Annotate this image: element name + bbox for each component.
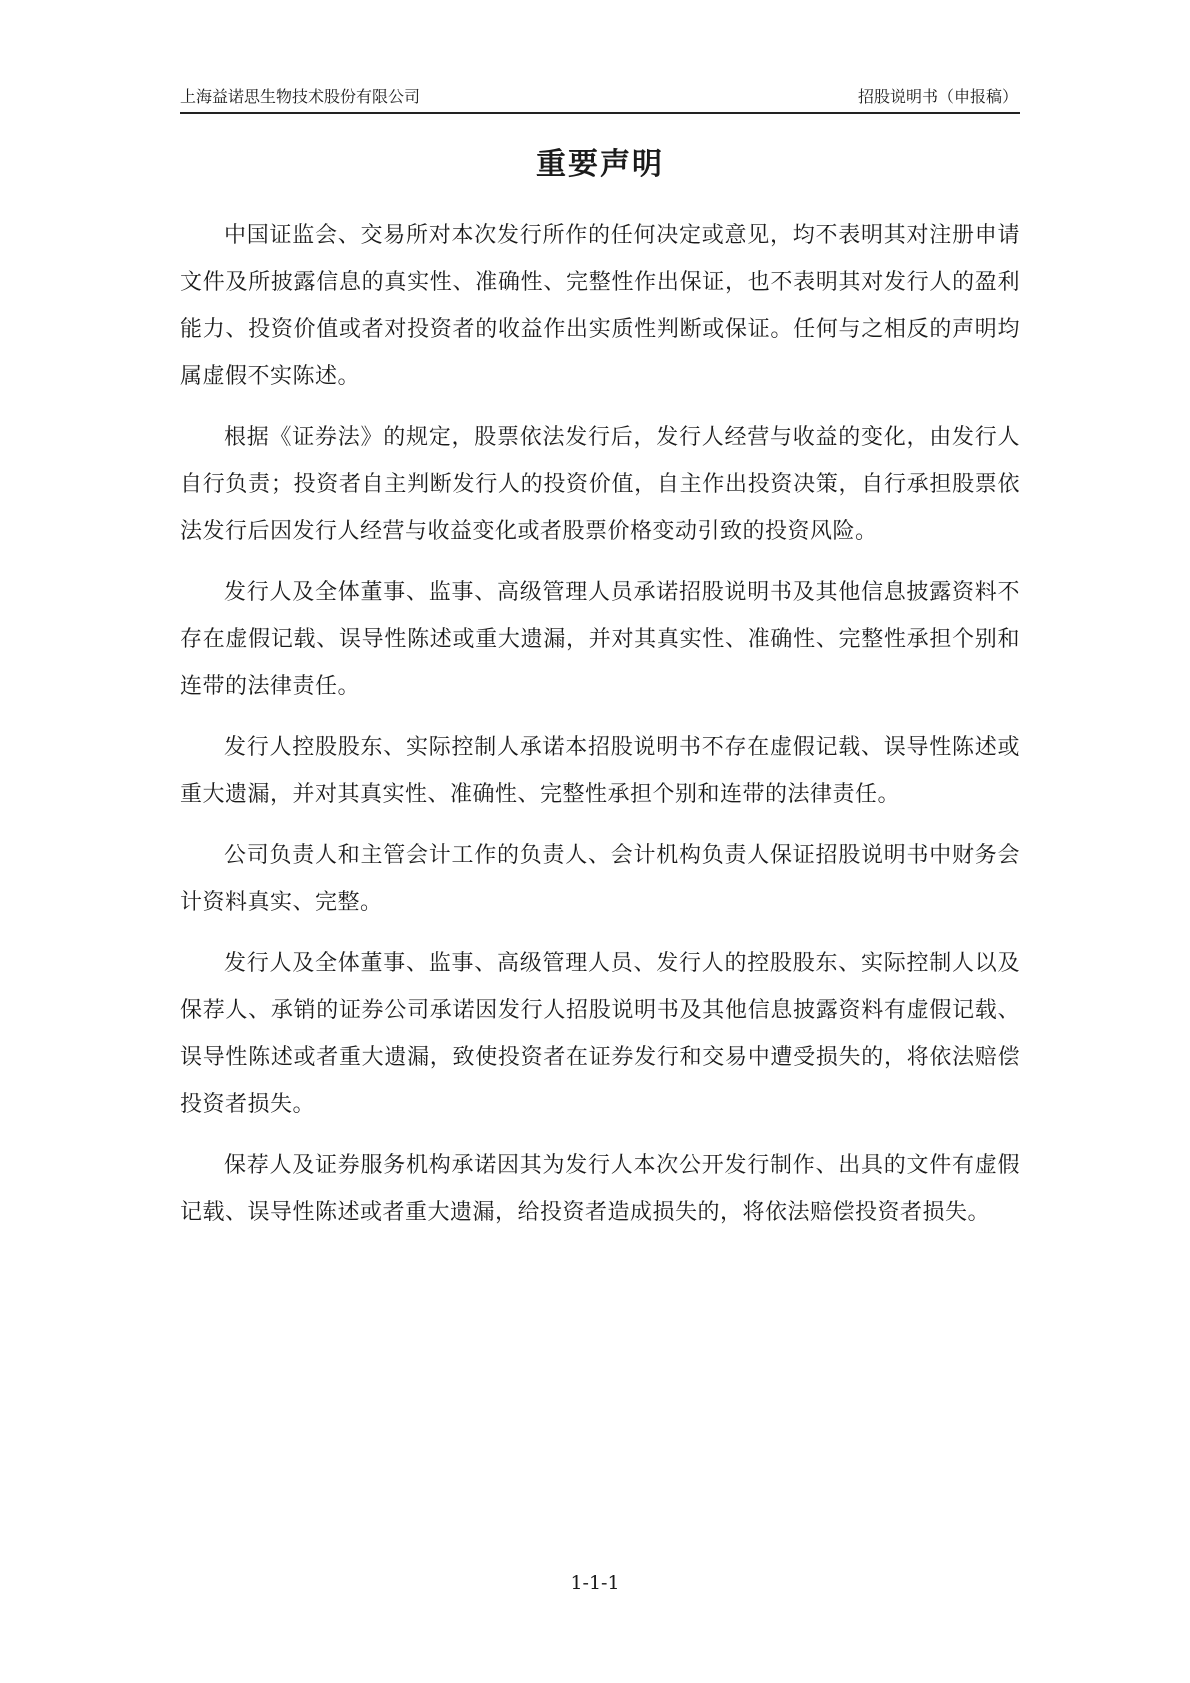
paragraph-controller-commitment: 发行人控股股东、实际控制人承诺本招股说明书不存在虚假记载、误导性陈述或重大遗漏，并对其真实性、准确性、完整性承担个别和连带的法律责任。 [180,735,1020,807]
statement-body [180,212,1020,1250]
paragraph-investment-risk: 根据《证券法》的规定，股票依法发行后，发行人经营与收益的变化，由发行人自行负责；投资者自主判断发行人的投资价值，自主作出投资决策，自行承担股票依法发行后因发行人经营与收益变化或者股票价格变动引致的投资风险。 [180,425,1020,544]
paragraph-compensation-commitment: 发行人及全体董事、监事、高级管理人员、发行人的控股股东、实际控制人以及保荐人、承销的证券公司承诺因发行人招股说明书及其他信息披露资料有虚假记载、误导性陈述或者重大遗漏，致使投资者在证券发行和交易中遭受损失的，将依法赔偿投资者损失。 [180,951,1020,1117]
header-company-name: 上海益诺思生物技术股份有限公司 [180,87,421,106]
page-header [180,82,1020,114]
header-document-type: 招股说明书（申报稿） [857,87,1018,106]
paragraph-regulator-disclaimer: 中国证监会、交易所对本次发行所作的任何决定或意见，均不表明其对注册申请文件及所披露信息的真实性、准确性、完整性作出保证，也不表明其对发行人的盈利能力、投资价值或者对投资者的收益作出实质性判断或保证。任何与之相反的声明均属虚假不实陈述。 [180,223,1020,389]
paragraph-financial-guarantee: 公司负责人和主管会计工作的负责人、会计机构负责人保证招股说明书中财务会计资料真实、完整。 [180,843,1020,915]
paragraph-sponsor-commitment: 保荐人及证券服务机构承诺因其为发行人本次公开发行制作、出具的文件有虚假记载、误导性陈述或者重大遗漏，给投资者造成损失的，将依法赔偿投资者损失。 [180,1153,1020,1225]
page-title: 重要声明 [536,147,664,182]
paragraph-directors-commitment: 发行人及全体董事、监事、高级管理人员承诺招股说明书及其他信息披露资料不存在虚假记载、误导性陈述或重大遗漏，并对其真实性、准确性、完整性承担个别和连带的法律责任。 [180,580,1020,699]
page-number: 1-1-1 [570,1572,620,1594]
